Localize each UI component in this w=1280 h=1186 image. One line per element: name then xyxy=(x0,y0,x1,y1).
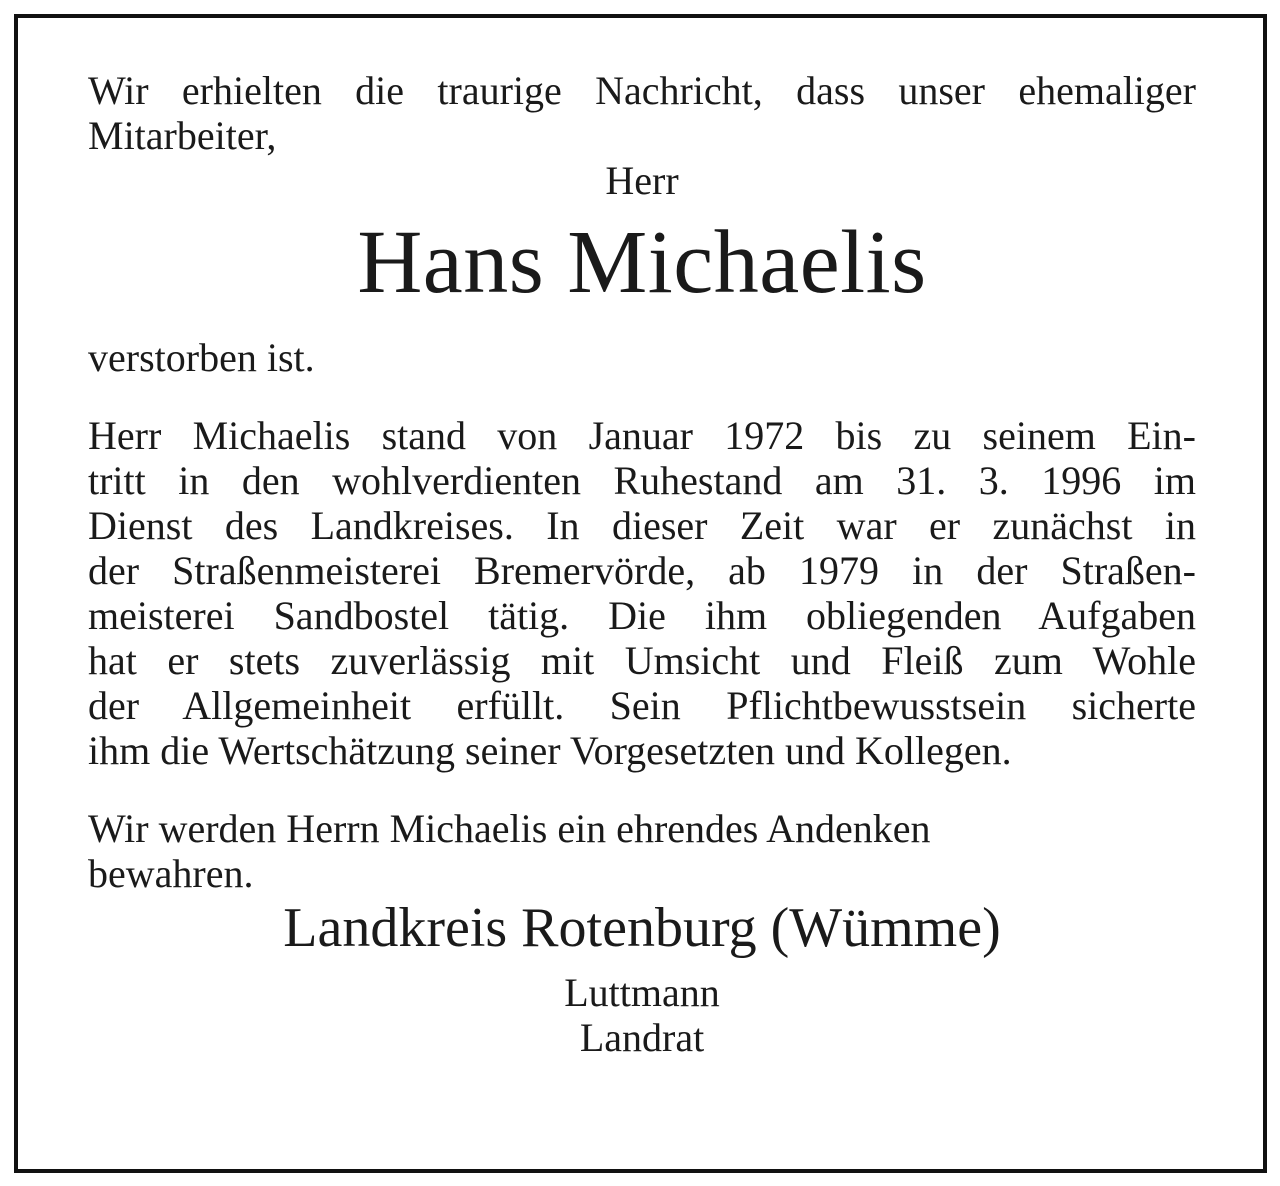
body-paragraph xyxy=(88,413,1196,773)
honorific: Herr xyxy=(605,158,679,203)
body-line: tritt in den wohlverdienten Ruhestand am 31. 3. 1996 im xyxy=(88,458,1196,503)
body-line: Herr Michaelis stand von Januar 1972 bis zu seinem Ein- xyxy=(88,413,1196,458)
signature-block xyxy=(88,970,1196,1060)
notice-content xyxy=(88,68,1196,1060)
closing-line: Wir werden Herrn Michaelis ein ehrendes Andenken xyxy=(88,806,931,851)
deceased-line: verstorben ist. xyxy=(88,335,315,380)
intro-line: Wir erhielten die traurige Nachricht, dass unser ehemaliger xyxy=(88,68,1196,113)
body-line: Dienst des Landkreises. In dieser Zeit war er zunächst in xyxy=(88,503,1196,548)
organization-name: Landkreis Rotenburg (Wümme) xyxy=(283,897,1001,959)
body-line: ihm die Wertschätzung seiner Vorgesetzten und Kollegen. xyxy=(88,728,1012,773)
intro-paragraph xyxy=(88,68,1196,158)
obituary-notice xyxy=(14,14,1267,1173)
body-line: der Straßenmeisterei Bremervörde, ab 1979 in der Straßen- xyxy=(88,548,1196,593)
signatory-name: Luttmann xyxy=(564,970,720,1015)
body-line: hat er stets zuverlässig mit Umsicht und Fleiß zum Wohle xyxy=(88,638,1196,683)
deceased-name: Hans Michaelis xyxy=(357,213,927,312)
intro-line: Mitarbeiter, xyxy=(88,113,277,158)
body-line: meisterei Sandbostel tätig. Die ihm obliegenden Aufgaben xyxy=(88,593,1196,638)
closing-paragraph xyxy=(88,806,1196,896)
closing-line: bewahren. xyxy=(88,851,254,896)
signatory-title: Landrat xyxy=(579,1015,705,1060)
body-line: der Allgemeinheit erfüllt. Sein Pflichtbewusstsein sicherte xyxy=(88,683,1196,728)
